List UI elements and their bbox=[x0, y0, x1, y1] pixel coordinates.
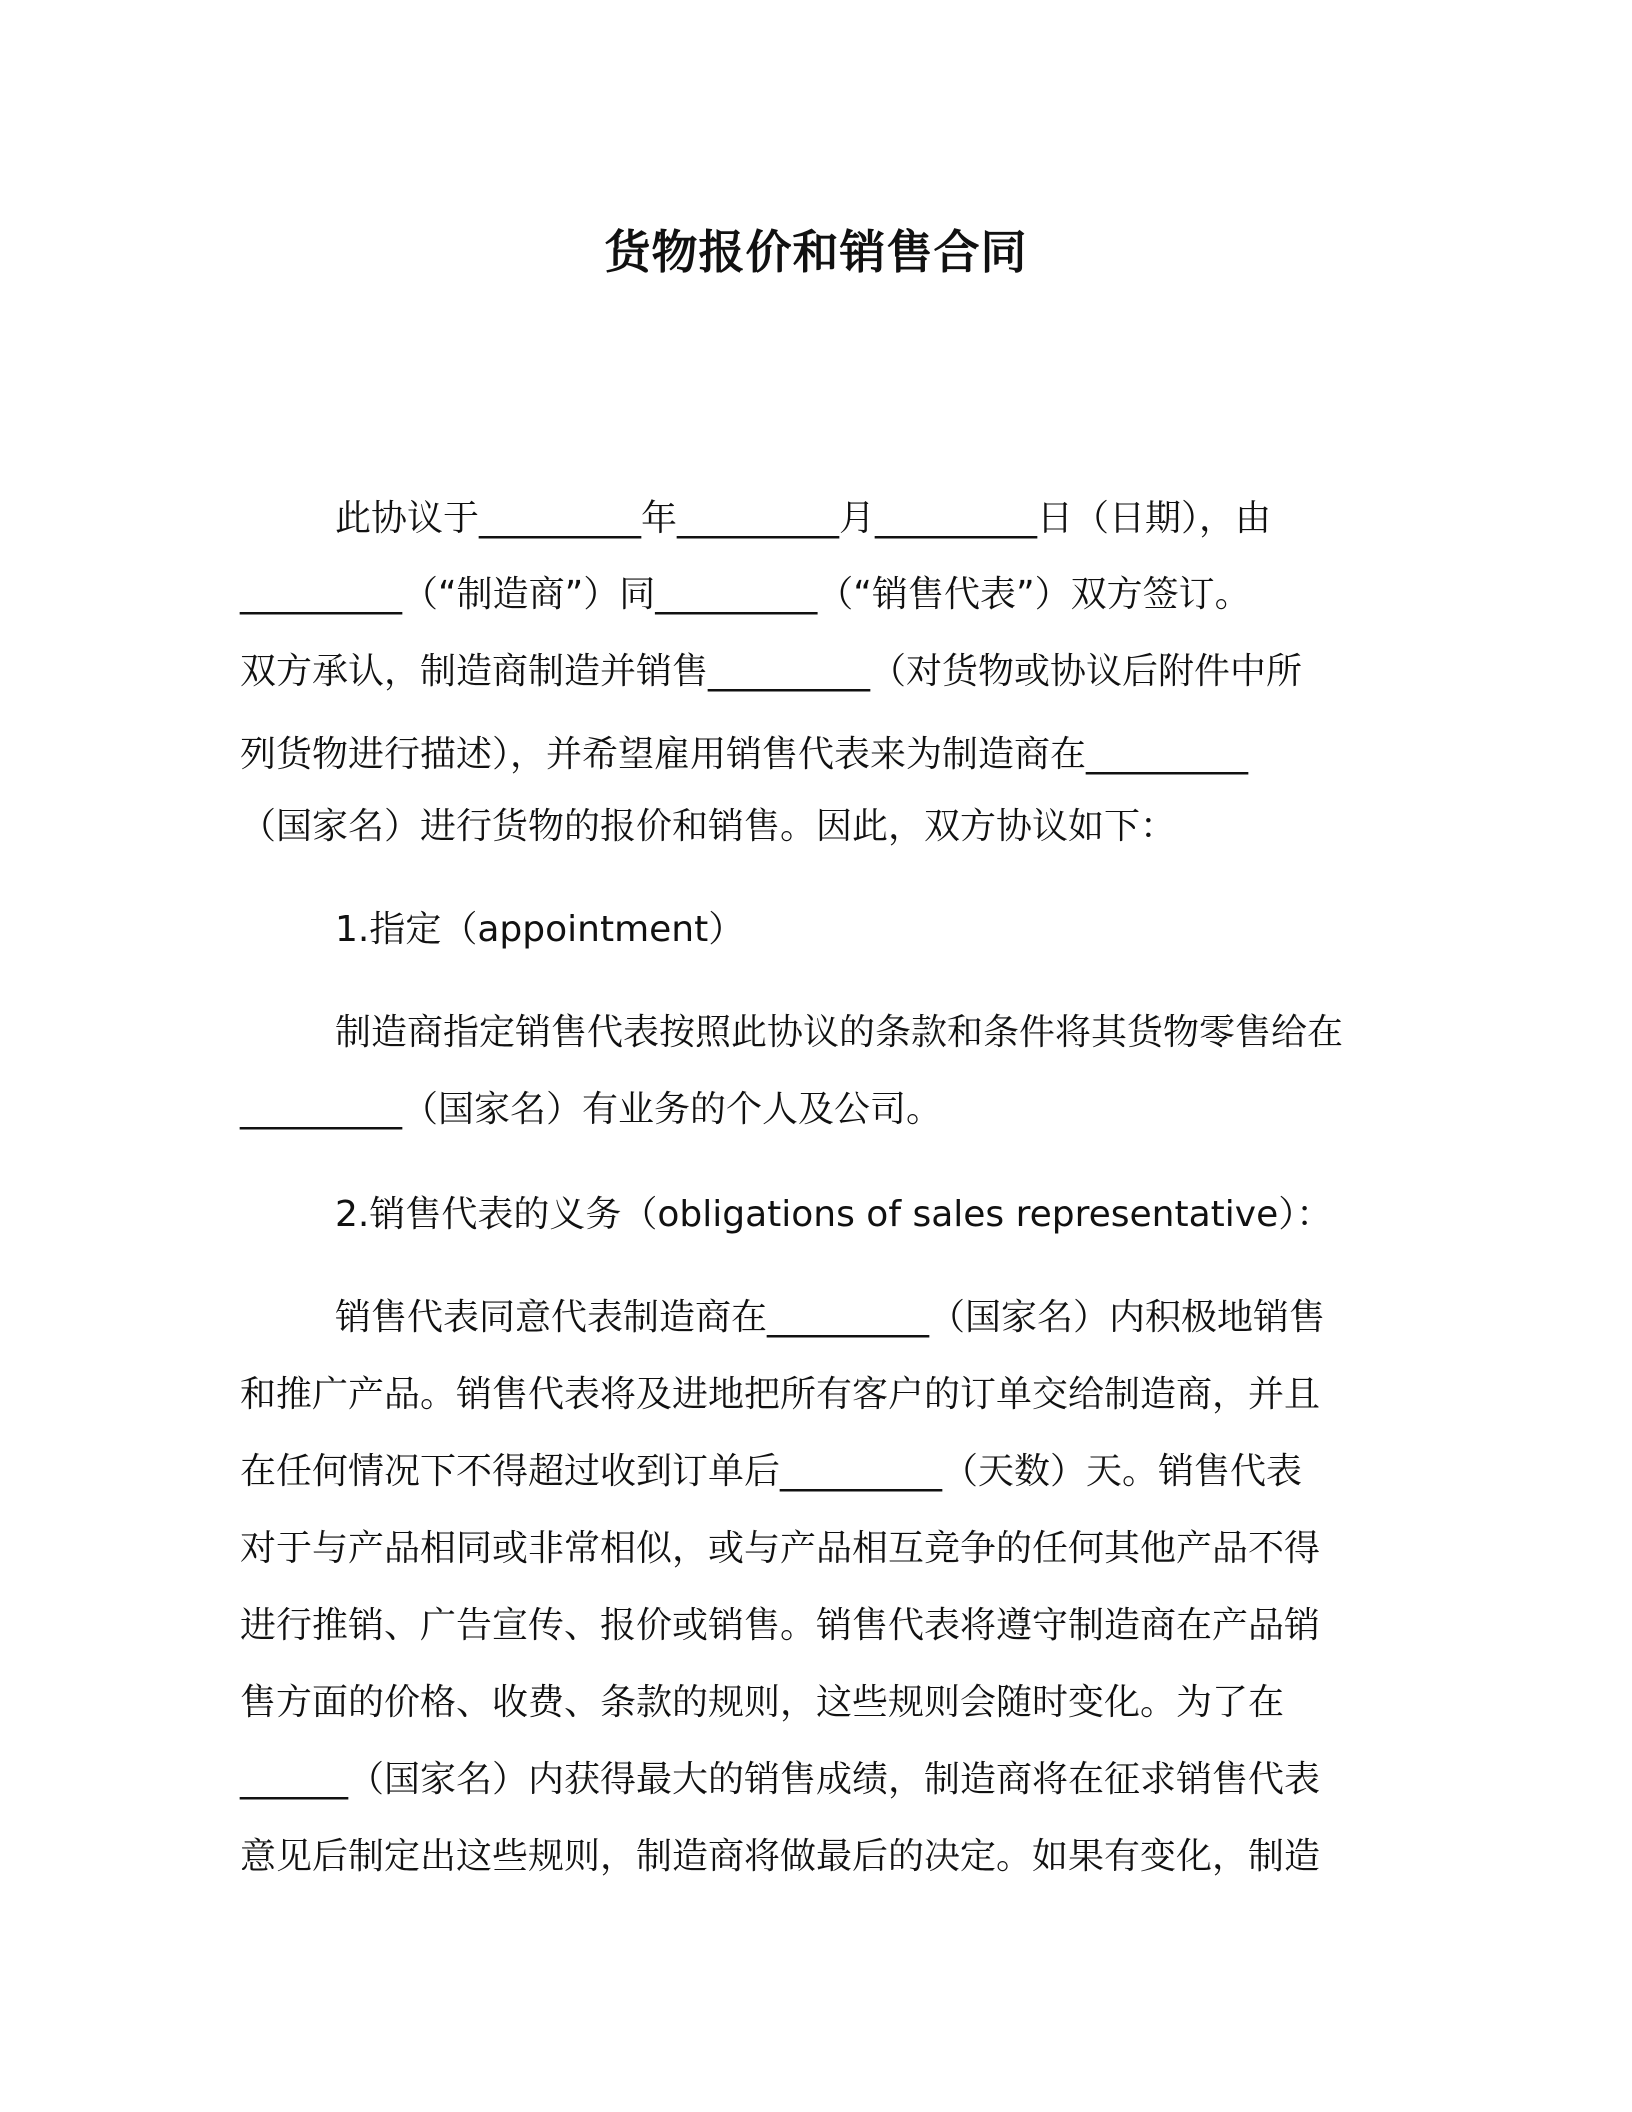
document-title: 货物报价和销售合同 bbox=[604, 225, 1028, 279]
paragraph-line: 意见后制定出这些规则，制造商将做最后的决定。如果有变化，制造 bbox=[240, 1836, 1321, 1877]
paragraph-line: 销售代表同意代表制造商在_________（国家名）内积极地销售 bbox=[335, 1297, 1326, 1338]
paragraph-line: 制造商指定销售代表按照此协议的条款和条件将其货物零售给在 bbox=[335, 1012, 1344, 1053]
paragraph-line: 进行推销、广告宣传、报价或销售。销售代表将遵守制造商在产品销 bbox=[240, 1605, 1321, 1646]
paragraph-line: （国家名）进行货物的报价和销售。因此，双方协议如下： bbox=[240, 806, 1177, 847]
section-heading: 1.指定（appointment） bbox=[335, 909, 745, 950]
section-heading: 2.销售代表的义务（obligations of sales representative）： bbox=[335, 1194, 1333, 1235]
paragraph-line: _________（“制造商”）同_________（“销售代表”）双方签订。 bbox=[240, 574, 1251, 615]
paragraph-line: 双方承认，制造商制造并销售_________（对货物或协议后附件中所 bbox=[240, 651, 1303, 692]
paragraph-line: 在任何情况下不得超过收到订单后_________（天数）天。销售代表 bbox=[240, 1451, 1303, 1492]
paragraph-line: ______（国家名）内获得最大的销售成绩，制造商将在征求销售代表 bbox=[240, 1759, 1321, 1800]
paragraph-line: 和推广产品。销售代表将及进地把所有客户的订单交给制造商，并且 bbox=[240, 1374, 1321, 1415]
paragraph-line: 售方面的价格、收费、条款的规则，这些规则会随时变化。为了在 bbox=[240, 1682, 1285, 1723]
paragraph-line: _________（国家名）有业务的个人及公司。 bbox=[240, 1089, 943, 1130]
paragraph-line: 对于与产品相同或非常相似，或与产品相互竞争的任何其他产品不得 bbox=[240, 1528, 1321, 1569]
paragraph-line: 此协议于_________年_________月_________日（日期），由 bbox=[335, 498, 1272, 539]
paragraph-line: 列货物进行描述），并希望雇用销售代表来为制造商在_________ bbox=[240, 734, 1249, 775]
